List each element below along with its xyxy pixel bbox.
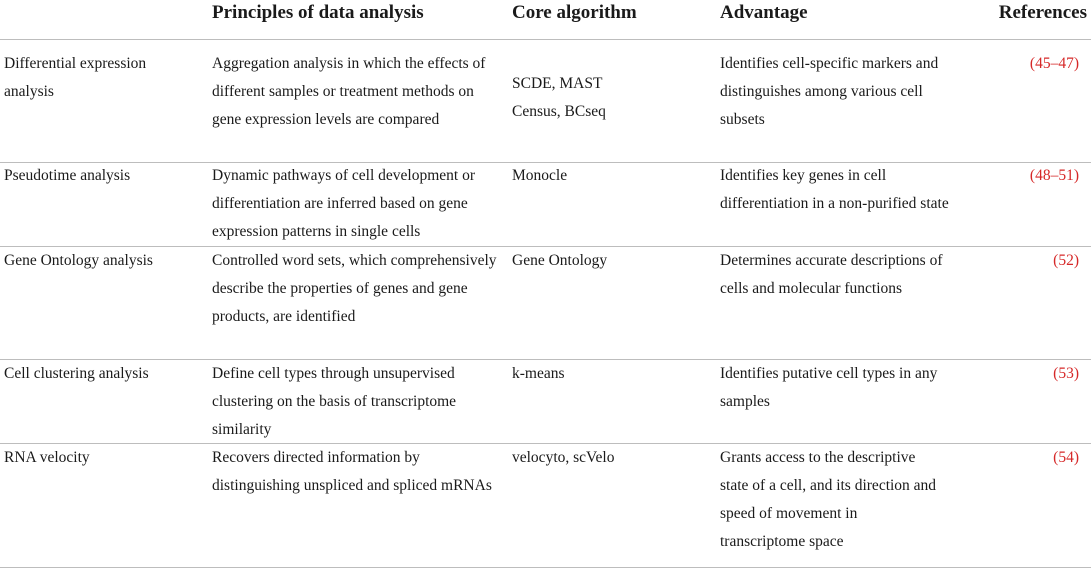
reference-link[interactable]: (45–47) [1029, 55, 1079, 72]
principle-cell: Dynamic pathways of cell development or differentiation are inferred based on gene expression patterns in single cells [212, 167, 475, 240]
algorithm-cell: Gene Ontology [512, 252, 608, 269]
bottom-rule [0, 567, 1091, 568]
method-cell: Pseudotime analysis [4, 167, 131, 184]
advantage-cell: Determines accurate descriptions of cells and molecular functions [720, 252, 943, 297]
header-rule [0, 39, 1091, 40]
advantage-cell: Identifies cell-specific markers and distinguishes among various cell subsets [720, 55, 939, 128]
advantage-cell: Identifies key genes in cell differentiation in a non-purified state [720, 167, 949, 212]
principle-cell: Define cell types through unsupervised clustering on the basis of transcriptome similarity [212, 365, 457, 438]
reference-link[interactable]: (48–51) [1029, 167, 1079, 184]
header-advantage: Advantage [720, 2, 808, 23]
reference-link[interactable]: (52) [1053, 252, 1079, 269]
method-cell: RNA velocity [4, 449, 90, 466]
header-core-algorithm: Core algorithm [512, 2, 637, 23]
advantage-cell: Identifies putative cell types in any samples [720, 365, 938, 410]
reference-link[interactable]: (54) [1053, 449, 1079, 466]
reference-link[interactable]: (53) [1053, 365, 1079, 382]
algorithm-cell: SCDE, MAST Census, BCseq [512, 75, 606, 120]
method-cell: Cell clustering analysis [4, 365, 149, 382]
principle-cell: Controlled word sets, which comprehensively describe the properties of genes and gene products, are identified [212, 252, 497, 325]
principle-cell: Aggregation analysis in which the effects of different samples or treatment methods on gene expression levels are compared [212, 55, 486, 128]
principle-cell: Recovers directed information by distinguishing unspliced and spliced mRNAs [212, 449, 492, 494]
header-principles: Principles of data analysis [212, 2, 424, 23]
algorithm-cell: k-means [512, 365, 565, 382]
algorithm-cell: Monocle [512, 167, 568, 184]
method-cell: Differential expression analysis [4, 55, 147, 100]
algorithm-cell: velocyto, scVelo [512, 449, 615, 466]
method-cell: Gene Ontology analysis [4, 252, 153, 269]
header-references: References [998, 2, 1087, 23]
advantage-cell: Grants access to the descriptive state of a cell, and its direction and speed of movement in transcriptome space [720, 449, 937, 550]
